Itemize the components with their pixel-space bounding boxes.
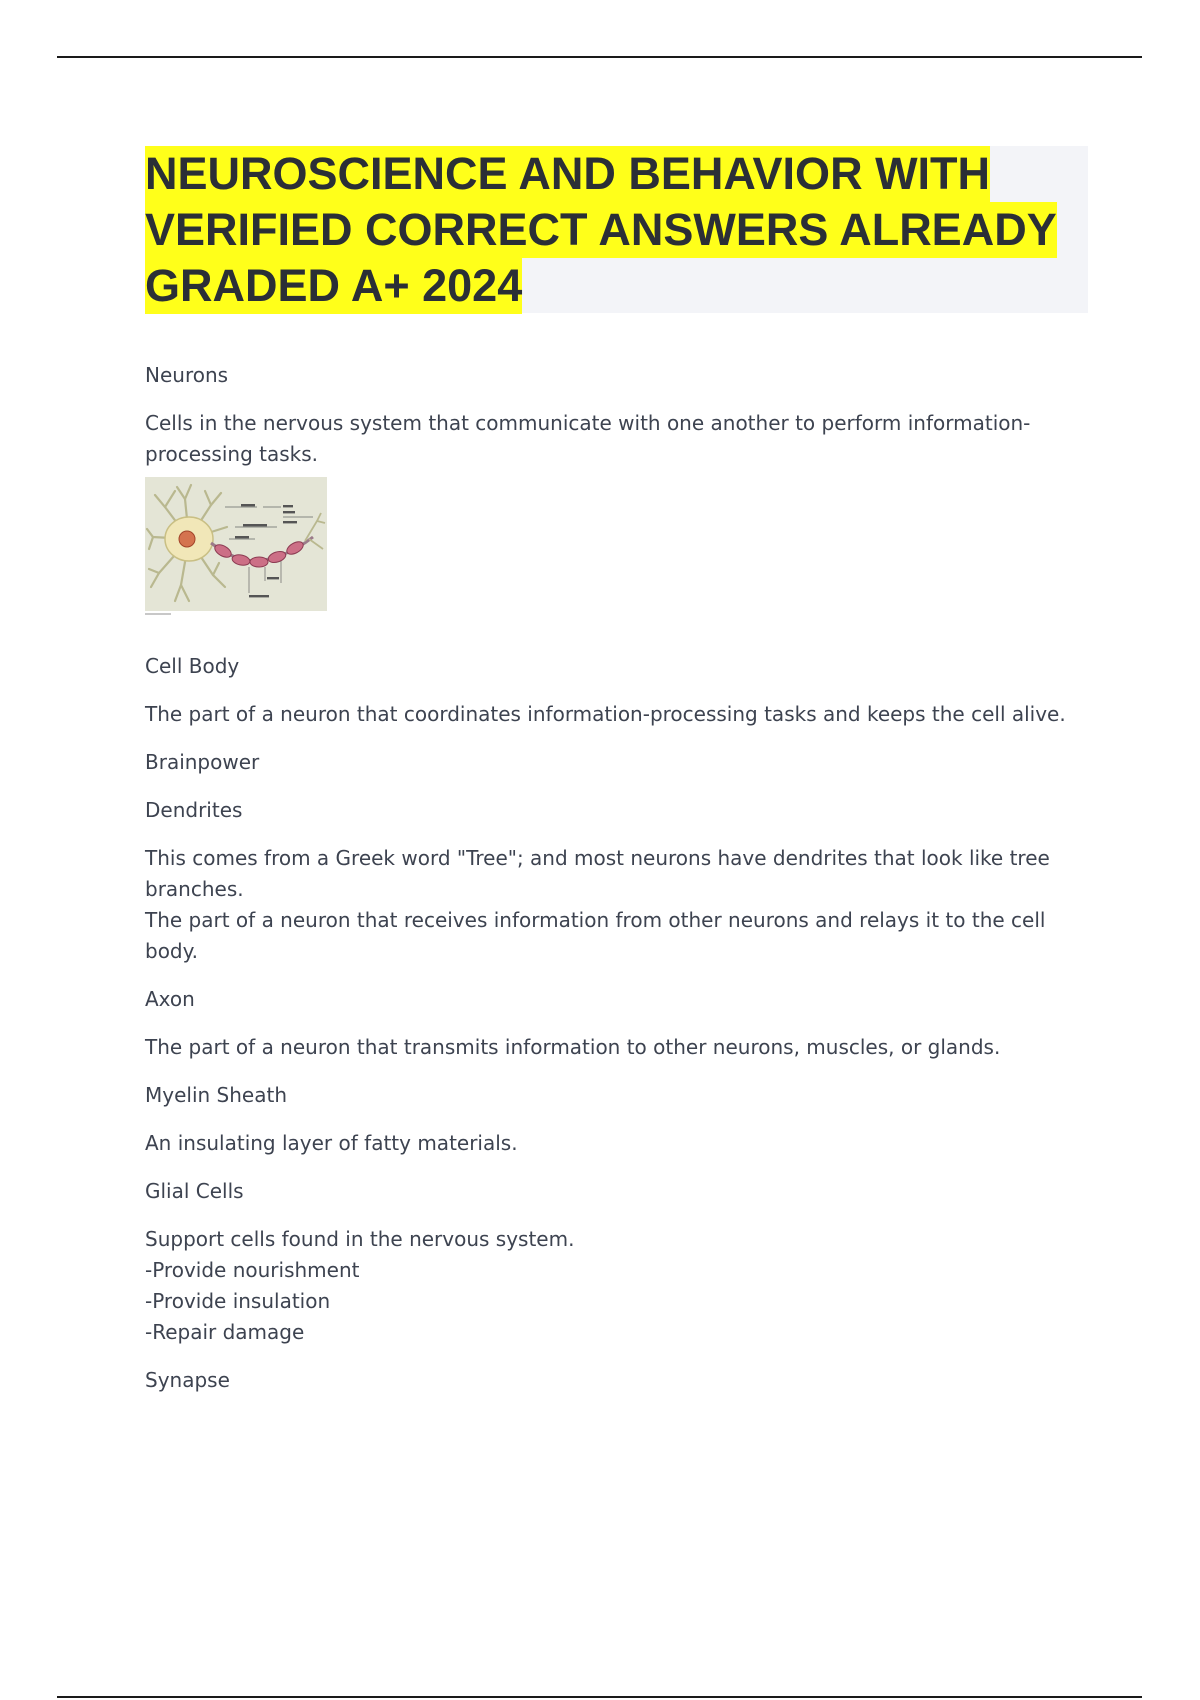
term-cell-body: Cell Body — [145, 654, 240, 678]
neuron-diagram-image — [145, 477, 327, 611]
term-dendrites: Dendrites — [145, 798, 243, 822]
term-neurons: Neurons — [145, 363, 229, 387]
definition-dendrites-line-2: The part of a neuron that receives information from other neurons and relays it to the cell body. — [145, 908, 1046, 963]
definition-myelin-sheath: An insulating layer of fatty materials. — [145, 1131, 518, 1155]
definition-glial-cells-line-1: Support cells found in the nervous system. — [145, 1227, 575, 1251]
definition-cell-body: The part of a neuron that coordinates information-processing tasks and keeps the cell alive. — [145, 702, 1066, 726]
bottom-rule — [57, 1696, 1142, 1698]
term-myelin-sheath: Myelin Sheath — [145, 1083, 287, 1107]
document-body — [145, 360, 1095, 1396]
neuron-diagram-icon — [145, 477, 327, 611]
definition-glial-cells-line-2: -Provide nourishment — [145, 1258, 360, 1282]
term-brainpower: Brainpower — [145, 750, 260, 774]
definition-glial-cells-line-4: -Repair damage — [145, 1320, 305, 1344]
figure-caption-mark — [145, 613, 171, 615]
term-synapse: Synapse — [145, 1368, 230, 1392]
document-title: NEUROSCIENCE AND BEHAVIOR WITH VERIFIED CORRECT ANSWERS ALREADY GRADED A+ 2024 — [145, 146, 1088, 314]
definition-glial-cells-line-3: -Provide insulation — [145, 1289, 331, 1313]
definition-neurons: Cells in the nervous system that communicate with one another to perform information-processing tasks. — [145, 411, 1031, 466]
title-block — [145, 146, 1088, 313]
definition-axon: The part of a neuron that transmits information to other neurons, muscles, or glands. — [145, 1035, 1001, 1059]
term-glial-cells: Glial Cells — [145, 1179, 244, 1203]
definition-dendrites-line-1: This comes from a Greek word "Tree"; and most neurons have dendrites that look like tree branches. — [145, 846, 1050, 901]
term-axon: Axon — [145, 987, 195, 1011]
top-rule — [57, 56, 1142, 58]
